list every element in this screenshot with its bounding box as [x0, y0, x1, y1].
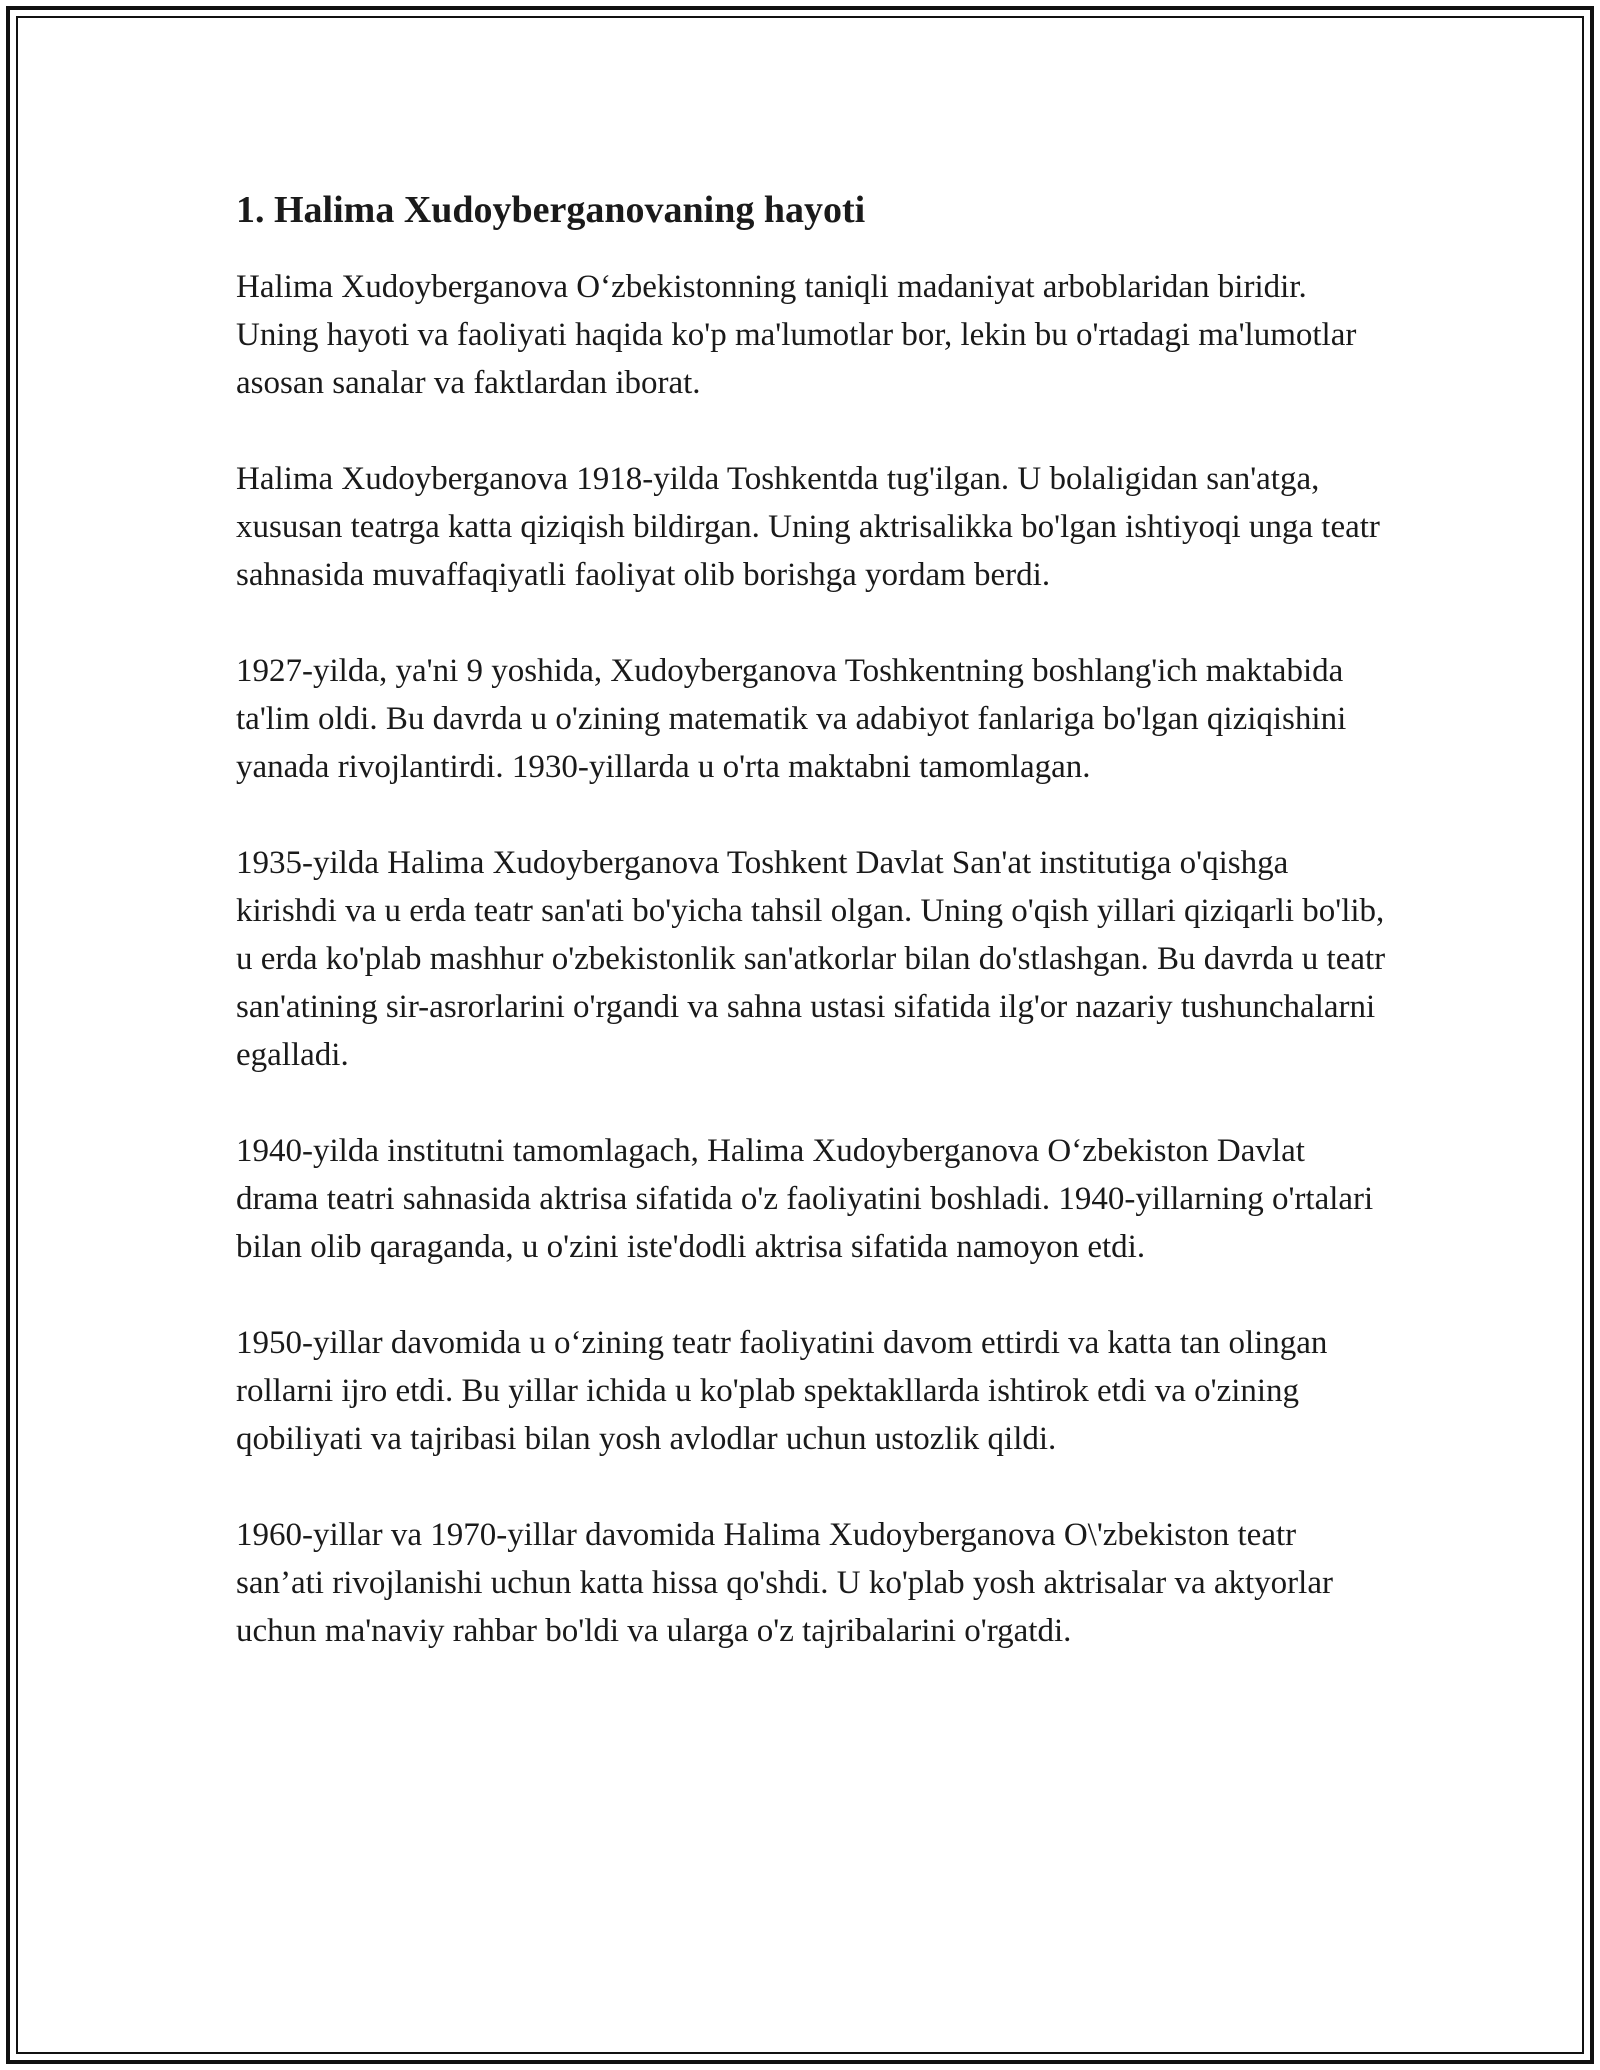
paragraph-1950s: 1950-yillar davomida u o‘zining teatr faoliyatini davom ettirdi va katta tan olingan rollarni ijro etdi. Bu yillar ichida u ko'plab spektakllarda ishtirok etdi va o'zining qobiliyati va tajribasi bilan yosh avlodlar uchun ustozlik qildi.: [236, 1325, 1328, 1458]
paragraph-institute: 1935-yilda Halima Xudoyberganova Toshkent Davlat San'at institutiga o'qishga kirishdi va u erda teatr san'ati bo'yicha tahsil olgan. Uning o'qish yillari qiziqarli bo'lib, u erda ko'plab mashhur o'zbekistonlik san'atkorlar bilan do'stlashgan. Bu davrda u teatr san'atining sir-asrorlarini o'rgandi va sahna ustasi sifatida ilg'or nazariy tushunchalarni egalladi.: [236, 845, 1386, 1074]
document-title: 1. Halima Xudoyberganovaning hayoti: [236, 189, 866, 231]
paragraph-school: 1927-yilda, ya'ni 9 yoshida, Xudoyberganova Toshkentning boshlang'ich maktabida ta'lim oldi. Bu davrda u o'zining matematik va adabiyot fanlariga bo'lgan qiziqishini yanada rivojlantirdi. 1930-yillarda u o'rta maktabni tamomlagan.: [236, 653, 1347, 786]
paragraph-career-start: 1940-yilda institutni tamomlagach, Halima Xudoyberganova O‘zbekiston Davlat drama teatri sahnasida aktrisa sifatida o'z faoliyatini boshladi. 1940-yillarning o'rtalari bilan olib qaraganda, u o'zini iste'dodli aktrisa sifatida namoyon etdi.: [236, 1133, 1374, 1266]
paragraph-1960s-1970s: 1960-yillar va 1970-yillar davomida Halima Xudoyberganova O\'zbekiston teatr san’ati rivojlanishi uchun katta hissa qo'shdi. U ko'plab yosh aktrisalar va aktyorlar uchun ma'naviy rahbar bo'ldi va ularga o'z tajribalarini o'rgatdi.: [236, 1517, 1333, 1650]
paragraph-intro: Halima Xudoyberganova O‘zbekistonning taniqli madaniyat arboblaridan biridir. Uning hayoti va faoliyati haqida ko'p ma'lumotlar bor, lekin bu o'rtadagi ma'lumotlar asosan sanalar va faktlardan iborat.: [236, 269, 1357, 402]
document-body: [236, 186, 1386, 1703]
paragraph-birth: Halima Xudoyberganova 1918-yilda Toshkentda tug'ilgan. U bolaligidan san'atga, xususan teatrga katta qiziqish bildirgan. Uning aktrisalikka bo'lgan ishtiyoqi unga teatr sahnasida muvaffaqiyatli faoliyat olib borishga yordam berdi.: [236, 461, 1380, 594]
